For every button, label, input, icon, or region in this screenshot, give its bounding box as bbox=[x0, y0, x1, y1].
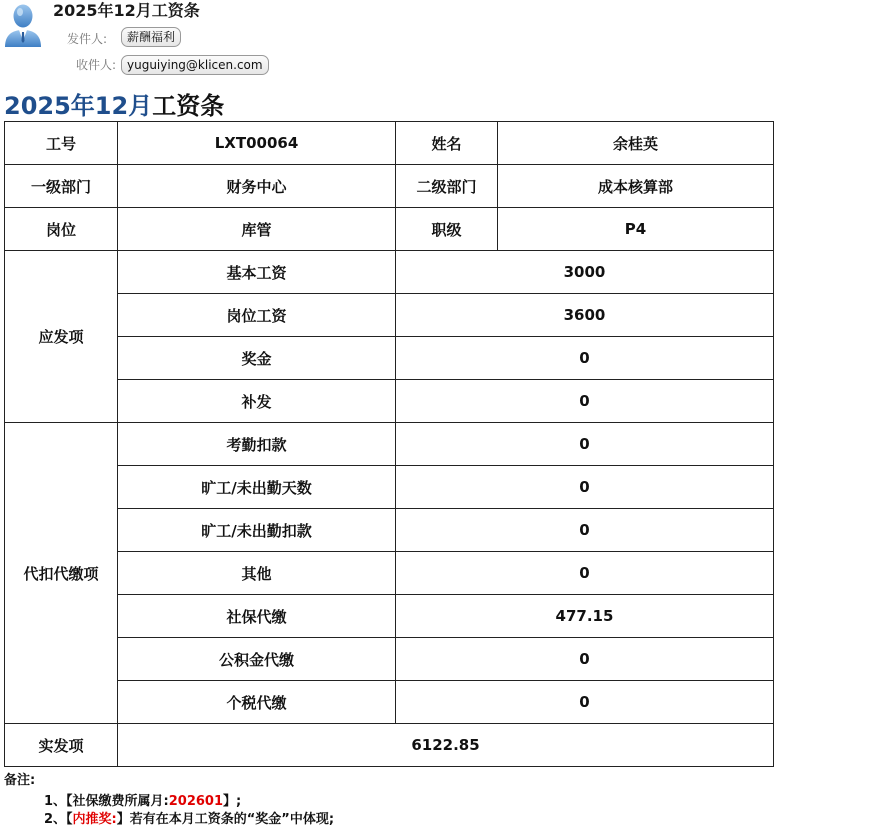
table-row bbox=[5, 724, 774, 767]
deduction-item-value: 0 bbox=[396, 423, 774, 466]
earning-item-value: 3000 bbox=[396, 251, 774, 294]
table-row bbox=[5, 552, 774, 595]
earning-item-label: 岗位工资 bbox=[118, 294, 396, 337]
dept1-value: 财务中心 bbox=[118, 165, 396, 208]
deduction-item-value: 0 bbox=[396, 509, 774, 552]
table-row bbox=[5, 294, 774, 337]
table-row bbox=[5, 337, 774, 380]
note-1-value: 202601 bbox=[168, 794, 224, 809]
earning-item-value: 0 bbox=[396, 337, 774, 380]
table-row bbox=[5, 595, 774, 638]
note-item-2 bbox=[44, 808, 334, 827]
note-1-suffix: 】; bbox=[223, 794, 242, 809]
person-icon bbox=[3, 1, 43, 47]
employee-id-value: LXT00064 bbox=[118, 122, 396, 165]
earning-item-label: 奖金 bbox=[118, 337, 396, 380]
grade-label: 职级 bbox=[396, 208, 498, 251]
employee-name-label: 姓名 bbox=[396, 122, 498, 165]
table-row bbox=[5, 251, 774, 294]
email-subject: 2025年12月工资条 bbox=[53, 1, 200, 20]
table-row bbox=[5, 509, 774, 552]
earning-item-label: 补发 bbox=[118, 380, 396, 423]
title-date: 2025年12月 bbox=[4, 92, 153, 120]
table-row bbox=[5, 423, 774, 466]
employee-id-label: 工号 bbox=[5, 122, 118, 165]
page-title bbox=[4, 90, 224, 122]
earning-item-value: 0 bbox=[396, 380, 774, 423]
deduction-item-label: 旷工/未出勤扣款 bbox=[118, 509, 396, 552]
table-row bbox=[5, 466, 774, 509]
table-row bbox=[5, 208, 774, 251]
dept2-value: 成本核算部 bbox=[498, 165, 774, 208]
sender-chip[interactable]: 薪酬福利 bbox=[121, 27, 181, 47]
net-pay-label: 实发项 bbox=[5, 724, 118, 767]
employee-name-value: 余桂英 bbox=[498, 122, 774, 165]
deduction-item-label: 个税代缴 bbox=[118, 681, 396, 724]
deduction-item-label: 考勤扣款 bbox=[118, 423, 396, 466]
earning-item-label: 基本工资 bbox=[118, 251, 396, 294]
table-row bbox=[5, 165, 774, 208]
post-label: 岗位 bbox=[5, 208, 118, 251]
note-2-highlight: 内推奖: bbox=[72, 812, 117, 827]
deduction-item-label: 其他 bbox=[118, 552, 396, 595]
earnings-group-label: 应发项 bbox=[5, 251, 118, 423]
note-1-prefix: 1、【社保缴费所属月: bbox=[44, 794, 169, 809]
grade-value: P4 bbox=[498, 208, 774, 251]
table-row bbox=[5, 638, 774, 681]
earning-item-value: 3600 bbox=[396, 294, 774, 337]
table-row bbox=[5, 681, 774, 724]
deduction-item-label: 社保代缴 bbox=[118, 595, 396, 638]
deduction-item-label: 旷工/未出勤天数 bbox=[118, 466, 396, 509]
dept2-label: 二级部门 bbox=[396, 165, 498, 208]
dept1-label: 一级部门 bbox=[5, 165, 118, 208]
sender-label: 发件人: bbox=[67, 32, 108, 46]
deduction-item-value: 0 bbox=[396, 466, 774, 509]
post-value: 库管 bbox=[118, 208, 396, 251]
payslip-table bbox=[4, 121, 774, 767]
deduction-item-value: 0 bbox=[396, 552, 774, 595]
title-text: 工资条 bbox=[152, 92, 225, 120]
email-header bbox=[0, 0, 879, 80]
note-item-1 bbox=[44, 790, 241, 809]
deduction-item-value: 0 bbox=[396, 638, 774, 681]
recipient-label: 收件人: bbox=[76, 58, 117, 72]
notes-title: 备注: bbox=[4, 773, 36, 788]
recipient-chip[interactable]: yuguiying@klicen.com bbox=[121, 55, 269, 75]
deduction-item-value: 0 bbox=[396, 681, 774, 724]
note-2-prefix: 2、【 bbox=[44, 812, 73, 827]
note-2-suffix: 】若有在本月工资条的“奖金”中体现; bbox=[116, 812, 335, 827]
deductions-group-label: 代扣代缴项 bbox=[5, 423, 118, 724]
deduction-item-value: 477.15 bbox=[396, 595, 774, 638]
table-row bbox=[5, 380, 774, 423]
table-row bbox=[5, 122, 774, 165]
deduction-item-label: 公积金代缴 bbox=[118, 638, 396, 681]
net-pay-value: 6122.85 bbox=[118, 724, 774, 767]
sender-avatar[interactable] bbox=[3, 1, 43, 47]
